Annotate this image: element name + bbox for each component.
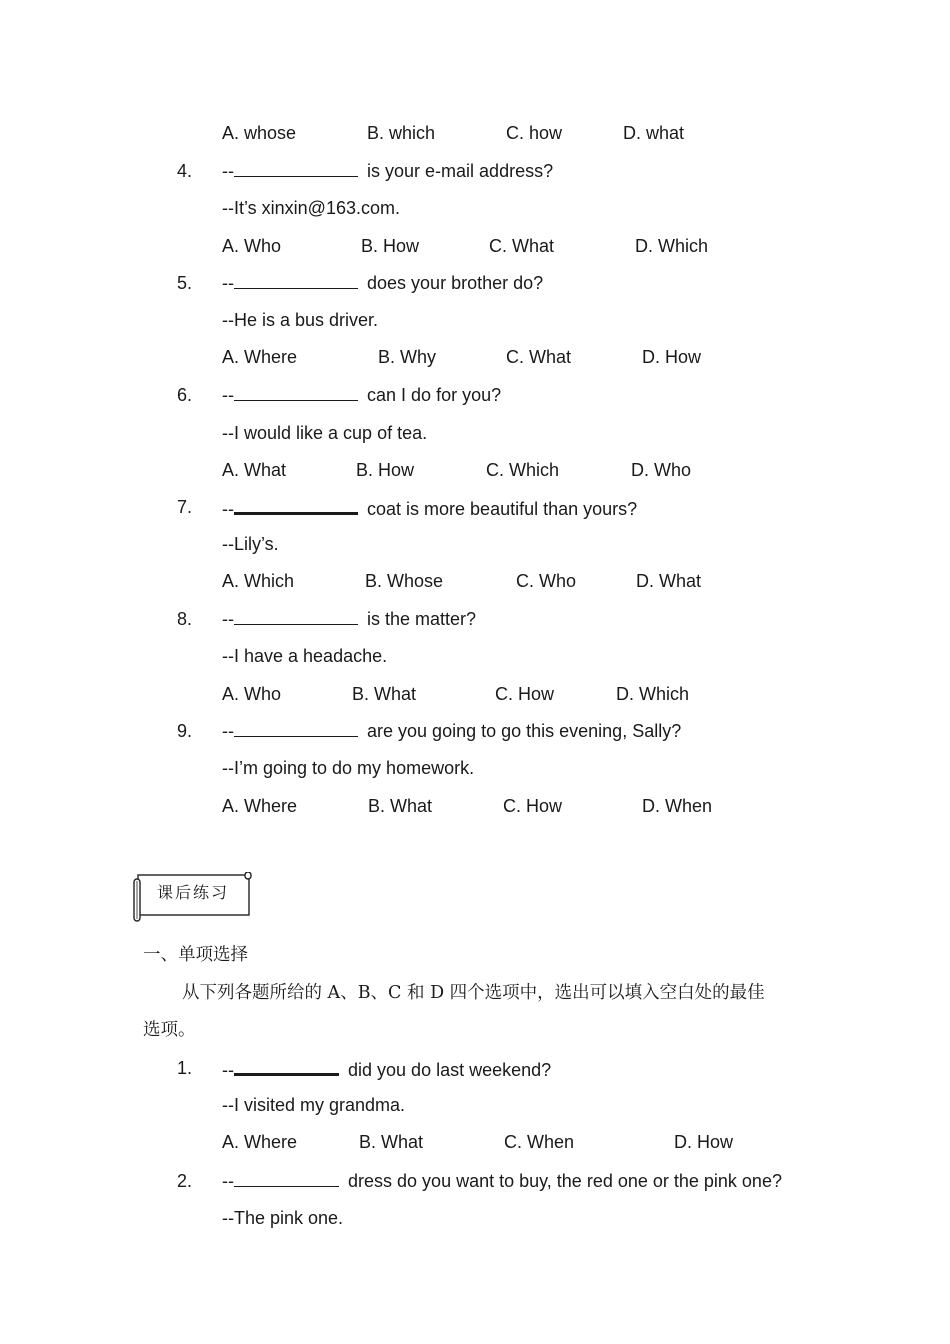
answer-line: --It’s xinxin@163.com. — [222, 198, 400, 218]
question-line — [222, 608, 476, 630]
answer-blank — [234, 384, 358, 401]
option-d: D. What — [636, 571, 702, 591]
question-number: 4. — [177, 161, 193, 181]
question-number: 5. — [177, 273, 193, 293]
option-b: B. How — [361, 236, 420, 256]
answer-blank — [234, 1170, 339, 1187]
question-number: 6. — [177, 385, 193, 405]
question-dash: -- — [222, 273, 234, 293]
option-a: A. Where — [222, 796, 298, 816]
answer-blank — [234, 160, 358, 177]
instruction-text-cont: 选项。 — [143, 1020, 196, 1040]
answer-line: --I have a headache. — [222, 646, 388, 666]
answer-blank — [234, 496, 358, 515]
question-text: are you going to go this evening, Sally? — [367, 721, 682, 741]
question-dash: -- — [222, 385, 234, 405]
section-title: 课后练习 — [157, 883, 230, 902]
question-number: 2. — [177, 1171, 193, 1191]
option-a: A. Who — [222, 236, 282, 256]
question-line — [222, 720, 681, 742]
option-c: C. What — [506, 347, 572, 367]
answer-line: --I would like a cup of tea. — [222, 423, 428, 443]
option-d: D. Which — [616, 684, 690, 704]
option-d: D. Which — [635, 236, 709, 256]
question-text: does your brother do? — [367, 273, 544, 293]
answer-blank — [234, 608, 358, 625]
question-number: 1. — [177, 1058, 193, 1078]
option-c: C. How — [503, 796, 563, 816]
option-a: A. whose — [222, 123, 297, 143]
option-d: D. When — [642, 796, 713, 816]
answer-line: --He is a bus driver. — [222, 310, 379, 330]
answer-line: --I’m going to do my homework. — [222, 758, 475, 778]
question-line — [222, 160, 553, 182]
question-dash: -- — [222, 161, 234, 181]
option-b: B. Why — [378, 347, 437, 367]
option-a: A. Where — [222, 1132, 298, 1152]
question-dash: -- — [222, 1060, 234, 1080]
question-number: 7. — [177, 497, 193, 517]
option-b: B. What — [352, 684, 417, 704]
option-d: D. How — [674, 1132, 734, 1152]
option-d: D. Who — [631, 460, 692, 480]
question-dash: -- — [222, 499, 234, 519]
option-c: C. Who — [516, 571, 577, 591]
question-text: can I do for you? — [367, 385, 502, 405]
option-c: C. When — [504, 1132, 575, 1152]
instruction-text: 从下列各题所给的 A、B、C 和 D 四个选项中，选出可以填入空白处的最佳 — [182, 983, 765, 1003]
option-a: A. Which — [222, 571, 295, 591]
answer-blank — [234, 272, 358, 289]
answer-line: --I visited my grandma. — [222, 1095, 406, 1115]
question-line — [222, 272, 543, 294]
option-b: B. Whose — [365, 571, 444, 591]
question-text: dress do you want to buy, the red one or the pink one? — [348, 1171, 782, 1191]
question-dash: -- — [222, 609, 234, 629]
part-heading: 一、单项选择 — [143, 945, 248, 965]
option-d: D. what — [623, 123, 685, 143]
question-text: is the matter? — [367, 609, 477, 629]
question-text: is your e-mail address? — [367, 161, 554, 181]
option-b: B. What — [359, 1132, 424, 1152]
option-a: A. Where — [222, 347, 298, 367]
question-number: 8. — [177, 609, 193, 629]
question-line — [222, 1057, 551, 1081]
option-c: C. How — [495, 684, 555, 704]
option-d: D. How — [642, 347, 702, 367]
question-line — [222, 496, 637, 520]
question-dash: -- — [222, 721, 234, 741]
option-b: B. How — [356, 460, 415, 480]
option-a: A. What — [222, 460, 287, 480]
question-line — [222, 1170, 782, 1192]
option-c: C. Which — [486, 460, 560, 480]
answer-line: --Lily’s. — [222, 534, 279, 554]
section-title-banner — [133, 872, 251, 922]
question-text: coat is more beautiful than yours? — [367, 499, 638, 519]
answer-blank — [234, 720, 358, 737]
question-text: did you do last weekend? — [348, 1060, 552, 1080]
answer-blank — [234, 1057, 339, 1076]
option-b: B. which — [367, 123, 436, 143]
question-number: 9. — [177, 721, 193, 741]
question-line — [222, 384, 501, 406]
option-c: C. how — [506, 123, 563, 143]
answer-line: --The pink one. — [222, 1208, 344, 1228]
option-b: B. What — [368, 796, 433, 816]
option-a: A. Who — [222, 684, 282, 704]
question-dash: -- — [222, 1171, 234, 1191]
option-c: C. What — [489, 236, 555, 256]
